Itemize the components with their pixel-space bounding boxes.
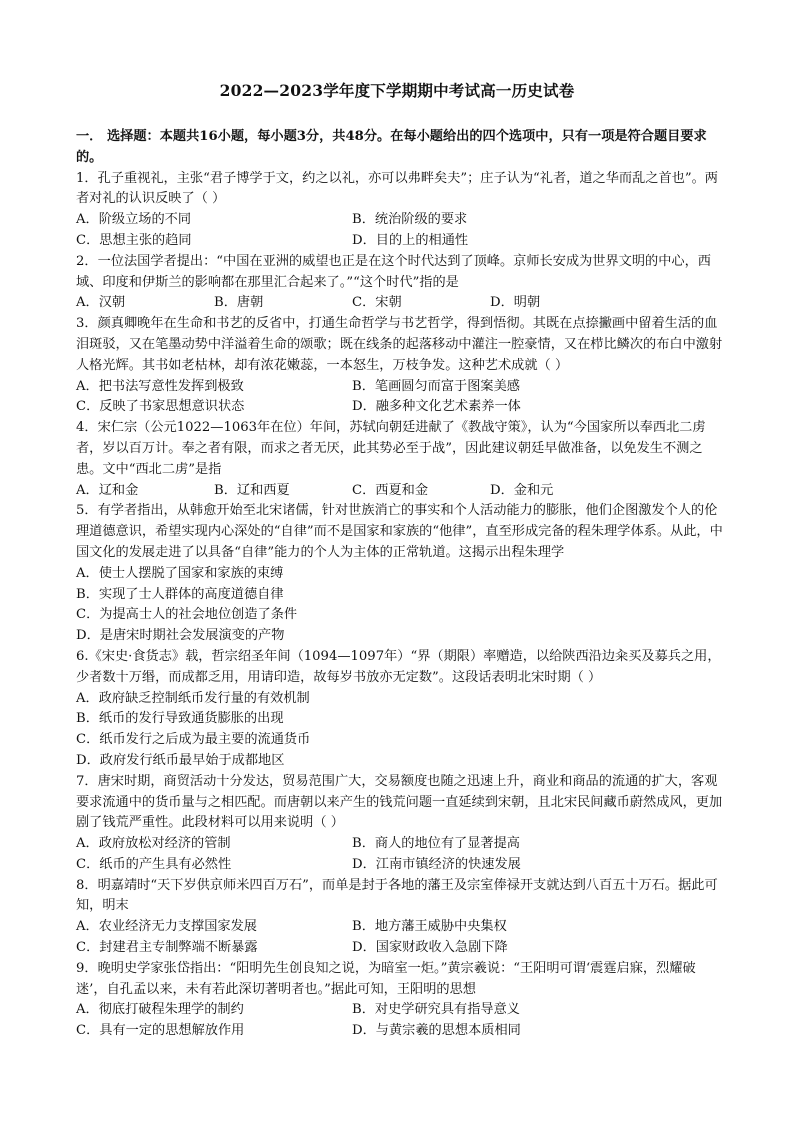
option-a: A．辽和金 [76, 482, 139, 498]
option-d: D．融多种文化艺术素养一体 [352, 399, 521, 415]
option-a: A．把书法写意性发挥到极致 [76, 378, 244, 394]
option-b: B．实现了士人群体的高度道德自律 [76, 586, 284, 602]
question-1 [76, 169, 726, 252]
question-stem: 9．晚明史学家张岱指出：“阳明先生创良知之说，为暗室一炬。”黄宗羲说：“王阳明可谓‘震霆启寐，烈耀破迷’，自孔孟以来，未有若此深切著明者也。”据此可知，王阳明的思想 [76, 960, 696, 997]
option-c: C．具有一定的思想解放作用 [76, 1023, 245, 1039]
question-4 [76, 418, 726, 501]
exam-title: 2022—2023学年度下学期期中考试高一历史试卷 [219, 81, 575, 100]
option-c: C．思想主张的趋同 [76, 232, 192, 248]
option-group [76, 1000, 726, 1042]
option-d: D．金和元 [490, 482, 554, 498]
option-c: C．西夏和金 [352, 482, 429, 498]
option-b: B．唐朝 [214, 295, 264, 311]
option-b: B．地方藩王威胁中央集权 [352, 919, 507, 935]
option-group [76, 564, 726, 647]
option-b: B．统治阶级的要求 [352, 212, 468, 228]
option-a: A．阶级立场的不同 [76, 212, 192, 228]
option-c: C．纸币发行之后成为最主要的流通货币 [76, 732, 311, 748]
option-b: B．商人的地位有了显著提高 [352, 836, 520, 852]
option-c: C．宋朝 [352, 295, 402, 311]
option-b: B．对史学研究具有指导意义 [352, 1002, 520, 1018]
option-group [76, 689, 726, 772]
question-2 [76, 252, 726, 314]
option-d: D．明朝 [490, 295, 541, 311]
question-stem: 5．有学者指出，从韩愈开始至北宋诸儒，针对世族消亡的事实和个人活动能力的膨胀，他们企图激发个人的伦理道德意识，希望实现内心深处的“自律”而不是国家和家族的“他律”，直至形成完备的程朱理学体系。从此，中国文化的发展走进了以具备“自律”能力的个人为主体的正常轨道。这揭示出程朱理学 [76, 503, 723, 560]
option-b: B．笔画圆匀而富于图案美感 [352, 378, 520, 394]
question-stem: 8．明嘉靖时“天下岁供京师米四百万石”，而单是封于各地的藩王及宗室俸禄开支就达到八百五十万石。据此可知，明末 [76, 877, 718, 914]
option-a: A．政府缺乏控制纸币发行量的有效机制 [76, 690, 310, 706]
question-stem: 1．孔子重视礼，主张“君子博学于文，约之以礼，亦可以弗畔矣夫”；庄子认为“礼者，道之华而乱之首也”。两者对礼的认识反映了（ ） [76, 170, 718, 207]
exam-content [76, 127, 726, 1042]
option-a: A．汉朝 [76, 295, 126, 311]
option-group [76, 210, 726, 252]
option-group [76, 481, 726, 502]
option-b: B．辽和西夏 [214, 482, 290, 498]
option-d: D．国家财政收入急剧下降 [352, 940, 508, 956]
question-stem: 6.《宋史·食货志》载，哲宗绍圣年间（1094—1097年）“界（期限）率赠造，以给陕西沿边籴买及募兵之用，少者数十万缗，而成都乏用，用请印造，故每岁书放亦无定数”。这段话表明北宋时期（ ） [76, 648, 721, 685]
question-6 [76, 647, 726, 772]
option-b: B．纸币的发行导致通货膨胀的出现 [76, 711, 284, 727]
option-group [76, 293, 726, 314]
option-c: C．为提高士人的社会地位创造了条件 [76, 607, 298, 623]
option-group [76, 377, 726, 419]
option-a: A．使士人摆脱了国家和家族的束缚 [76, 565, 284, 581]
option-d: D．是唐宋时期社会发展演变的产物 [76, 628, 285, 644]
option-group [76, 834, 726, 876]
question-3 [76, 314, 726, 418]
option-a: A．政府放松对经济的管制 [76, 836, 231, 852]
option-d: D．与黄宗羲的思想本质相同 [352, 1023, 521, 1039]
option-c: C．纸币的产生具有必然性 [76, 856, 232, 872]
option-group [76, 917, 726, 959]
option-d: D．目的上的相通性 [352, 232, 469, 248]
option-a: A．彻底打破程朱理学的制约 [76, 1002, 244, 1018]
option-d: D．政府发行纸币最早始于成都地区 [76, 752, 285, 768]
option-c: C．反映了书家思想意识状态 [76, 399, 245, 415]
question-7 [76, 772, 726, 876]
option-c: C．封建君主专制弊端不断暴露 [76, 940, 258, 956]
question-stem: 3．颜真卿晚年在生命和书艺的反省中，打通生命哲学与书艺哲学，得到悟彻。其既在点捺撇画中留着生活的血泪斑驳，又在笔墨动势中洋溢着生命的颂歌；既在线条的起落移动中灌注一腔豪情，又在栉比鳞次的布白中激射人格光辉。其书如老枯林，却有浓花嫩蕊，一本怒生，万枝争发。这种艺术成就（ ） [76, 316, 723, 373]
question-8 [76, 876, 726, 959]
question-stem: 2．一位法国学者提出：“中国在亚洲的威望也正是在这个时代达到了顶峰。京师长安成为世界文明的中心，西域、印度和伊斯兰的影响都在那里汇合起来了。”“这个时代”指的是 [76, 253, 711, 290]
option-a: A．农业经济无力支撑国家发展 [76, 919, 257, 935]
option-d: D．江南市镇经济的快速发展 [352, 856, 521, 872]
question-9 [76, 959, 726, 1042]
question-stem: 4．宋仁宗（公元1022—1063年在位）年间，苏轼向朝廷进献了《教战守策》，认为“今国家所以奉西北二虏者，岁以百万计。奉之者有限，而求之者无厌，此其势必至于战”，因此建议朝廷早做准备，以免发生不测之患。文中“西北二虏”是指 [76, 420, 706, 477]
question-stem: 7．唐宋时期，商贸活动十分发达，贸易范围广大，交易额度也随之迅速上升，商业和商品的流通的扩大，客观要求流通中的货币量与之相匹配。而唐朝以来产生的钱荒问题一直延续到宋朝，且北宋民间藏币蔚然成风，更加剧了钱荒严重性。此段材料可以用来说明（ ） [76, 773, 723, 831]
section-heading: 一． 选择题：本题共16小题，每小题3分，共48分。在每小题给出的四个选项中，只有一项是符合题目要求的。 [76, 129, 707, 165]
question-5 [76, 501, 726, 647]
